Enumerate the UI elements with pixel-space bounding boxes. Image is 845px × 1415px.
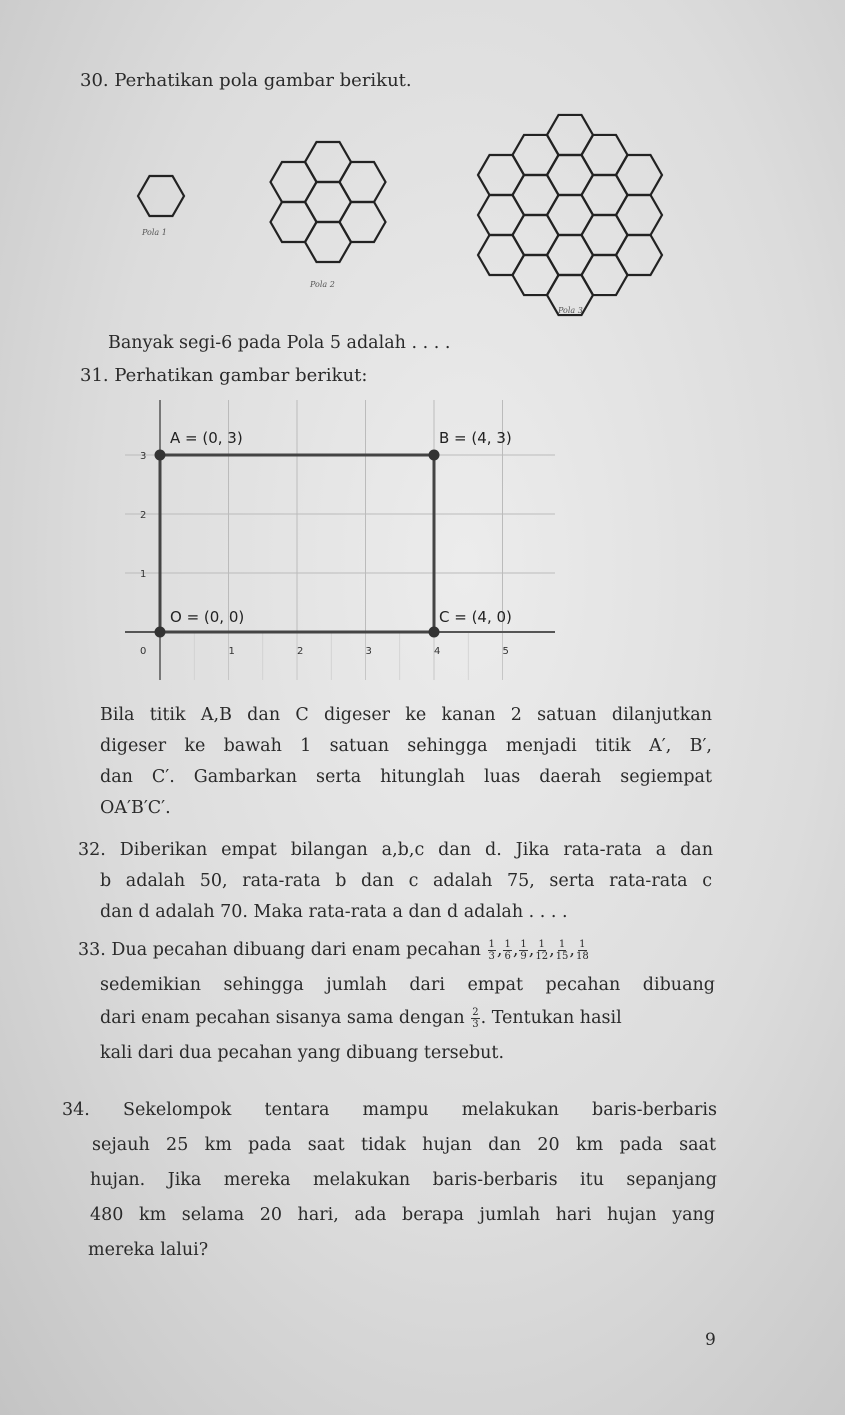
x-tick-label: 3 — [365, 646, 372, 657]
q31-line: Bila titik A,B dan C digeser ke kanan 2 satuan dilanjutkan — [100, 705, 712, 725]
q32-line: dan d adalah 70. Maka rata-rata a dan d adalah . . . . — [100, 902, 568, 922]
point-label-b: B = (4, 3) — [439, 429, 512, 447]
point-a — [155, 450, 166, 461]
q34-body — [62, 1095, 722, 1266]
x-tick-label: 2 — [297, 646, 304, 657]
pola-1-caption: Pola 1 — [142, 228, 167, 237]
fraction-1-9: $\frac{1}{9}$ — [520, 939, 527, 962]
q34-line: 480 km selama 20 hari, ada berapa jumlah hari hujan yang — [90, 1205, 715, 1225]
x-tick-label: 4 — [434, 646, 441, 657]
y-tick-label: 2 — [140, 510, 147, 521]
q31-line: OA′B′C′. — [100, 798, 171, 818]
coordinate-chart — [125, 395, 555, 685]
pola-2-caption: Pola 2 — [310, 280, 335, 289]
hexagon-cell — [138, 176, 184, 216]
pola-3-figure — [478, 115, 662, 315]
q33-line-2: sedemikian sehingga jumlah dari empat pecahan dibuang — [100, 975, 715, 995]
q33-line-3 — [100, 1003, 718, 1034]
fraction-2-3: $\frac{2}{3}$ — [472, 1007, 479, 1030]
q30-question: Banyak segi-6 pada Pola 5 adalah . . . . — [108, 333, 451, 353]
point-label-c: C = (4, 0) — [439, 608, 512, 626]
q31-line: dan C′. Gambarkan serta hitunglah luas daerah segiempat — [100, 767, 712, 787]
q33-line-3-prefix: dari enam pecahan sisanya sama dengan — [100, 1008, 465, 1028]
hexagon-cell — [340, 202, 386, 242]
point-c — [429, 627, 440, 638]
q33-line-1: 33. Dua pecahan dibuang dari enam pecahan $\frac{1}{3}$ , $\frac{1}{6}$ , $\frac{1}{9}$ , $\frac{1}{12}$ , $\frac{1}{15}$ , $\frac{1}{18}$ — [78, 939, 589, 962]
q32-body — [78, 835, 713, 928]
hexagon-patterns — [0, 0, 845, 330]
hexagon-cell — [616, 155, 662, 195]
point-label-o: O = (0, 0) — [170, 608, 245, 626]
q33-line-3-suffix: . Tentukan hasil — [480, 1008, 622, 1028]
fraction-1-6: $\frac{1}{6}$ — [504, 939, 511, 962]
q33-prefix: 33. Dua pecahan dibuang dari enam pecahan — [78, 940, 481, 960]
pola-2-figure — [271, 142, 386, 262]
q34-line: mereka lalui? — [88, 1240, 209, 1260]
x-tick-label: 1 — [228, 646, 235, 657]
hexagon-cell — [616, 195, 662, 235]
page-number: 9 — [705, 1330, 716, 1350]
q33-body — [78, 935, 718, 1069]
q31-line: digeser ke bawah 1 satuan sehingga menjadi titik A′, B′, — [100, 736, 712, 756]
q32-line: 32. Diberikan empat bilangan a,b,c dan d. Jika rata-rata a dan — [78, 840, 713, 860]
fraction-1-3: $\frac{1}{3}$ — [488, 939, 495, 962]
hexagon-cell — [340, 162, 386, 202]
q32-line: b adalah 50, rata-rata b dan c adalah 75, serta rata-rata c — [100, 871, 712, 891]
q31-title: 31. Perhatikan gambar berikut: — [80, 365, 368, 386]
y-tick-label: 3 — [140, 451, 147, 462]
hexagon-cell — [616, 235, 662, 275]
fraction-1-18: $\frac{1}{18}$ — [575, 939, 589, 962]
q34-line: hujan. Jika mereka melakukan baris-berbaris itu sepanjang — [90, 1170, 717, 1190]
point-o — [155, 627, 166, 638]
point-b — [429, 450, 440, 461]
q34-line: 34. Sekelompok tentara mampu melakukan baris-berbaris — [62, 1100, 717, 1120]
fraction-1-12: $\frac{1}{12}$ — [535, 939, 549, 962]
x-tick-label: 5 — [502, 646, 509, 657]
q33-line-4: kali dari dua pecahan yang dibuang tersebut. — [100, 1043, 505, 1063]
q30-title: 30. Perhatikan pola gambar berikut. — [80, 70, 412, 91]
fraction-1-15: $\frac{1}{15}$ — [555, 939, 569, 962]
pola-1-figure — [138, 176, 184, 216]
q34-line: sejauh 25 km pada saat tidak hujan dan 20 km pada saat — [92, 1135, 716, 1155]
pola-3-caption: Pola 3 — [558, 306, 583, 315]
y-tick-label: 1 — [140, 569, 147, 580]
point-label-a: A = (0, 3) — [170, 429, 243, 447]
q31-body — [100, 700, 712, 824]
x-tick-label: 0 — [140, 646, 147, 657]
